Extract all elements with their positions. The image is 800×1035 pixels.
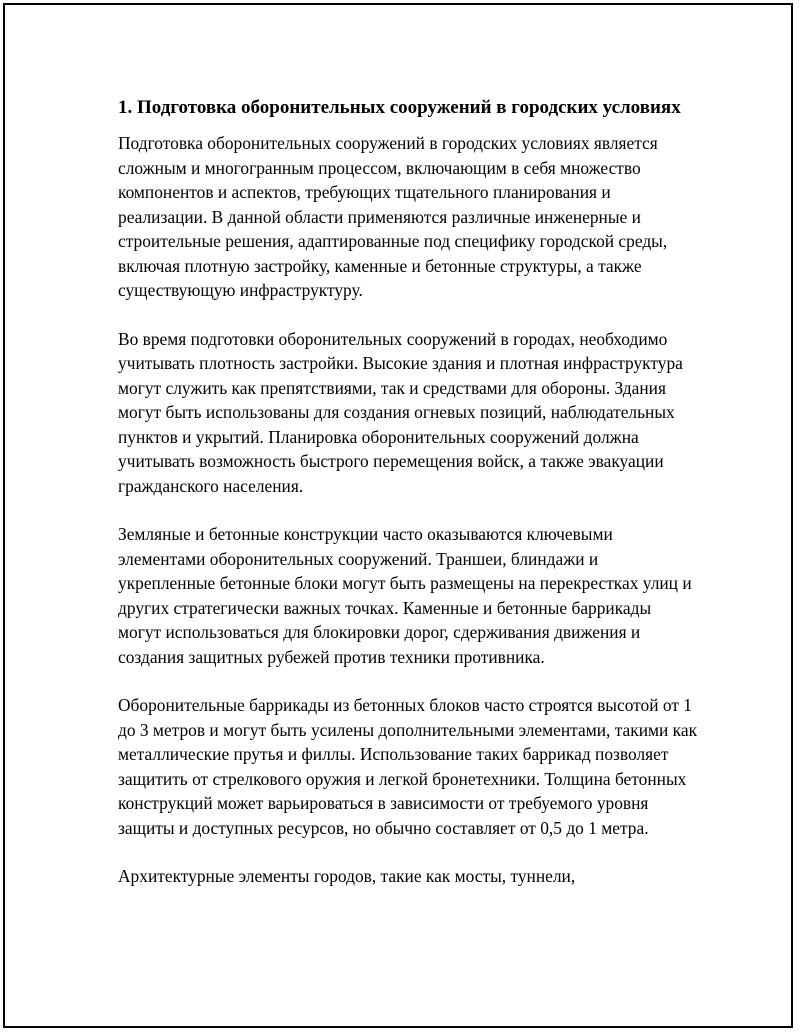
- section-heading: 1. Подготовка оборонительных сооружений в городских условиях: [118, 97, 681, 118]
- paragraph: Подготовка оборонительных сооружений в городских условиях является сложным и многогранным процессом, включающим в себя множество компонентов и аспектов, требующих тщательного планирования и реализации. В данной области применяются различные инженерные и строительные решения, адаптированные под специфику городской среды, включая плотную застройку, каменные и бетонные структуры, а также существующую инфраструктуру.: [118, 133, 668, 300]
- paragraph: Земляные и бетонные конструкции часто оказываются ключевыми элементами оборонительных сооружений. Траншеи, блиндажи и укрепленные бетонные блоки могут быть размещены на перекрестках улиц и других стратегически важных точках. Каменные и бетонные баррикады могут использоваться для блокировки дорог, сдерживания движения и создания защитных рубежей против техники противника.: [118, 524, 692, 667]
- paragraph: Во время подготовки оборонительных сооружений в городах, необходимо учитывать плотность застройки. Высокие здания и плотная инфраструктура могут служить как препятствиями, так и средствами для обороны. Здания могут быть использованы для создания огневых позиций, наблюдательных пунктов и укрытий. Планировка оборонительных сооружений должна учитывать возможность быстрого перемещения войск, а также эвакуации гражданского населения.: [118, 328, 683, 496]
- document-body: [118, 95, 698, 913]
- paragraph: Оборонительные баррикады из бетонных блоков часто строятся высотой от 1 до 3 метров и могут быть усилены дополнительными элементами, такими как металлические прутья и филлы. Использование таких баррикад позволяет защитить от стрелкового оружия и легкой бронетехники. Толщина бетонных конструкций может варьироваться в зависимости от требуемого уровня защиты и доступных ресурсов, но обычно составляет от 0,5 до 1 метра.: [118, 695, 698, 838]
- paragraph: Архитектурные элементы городов, такие как мосты, туннели,: [118, 866, 576, 886]
